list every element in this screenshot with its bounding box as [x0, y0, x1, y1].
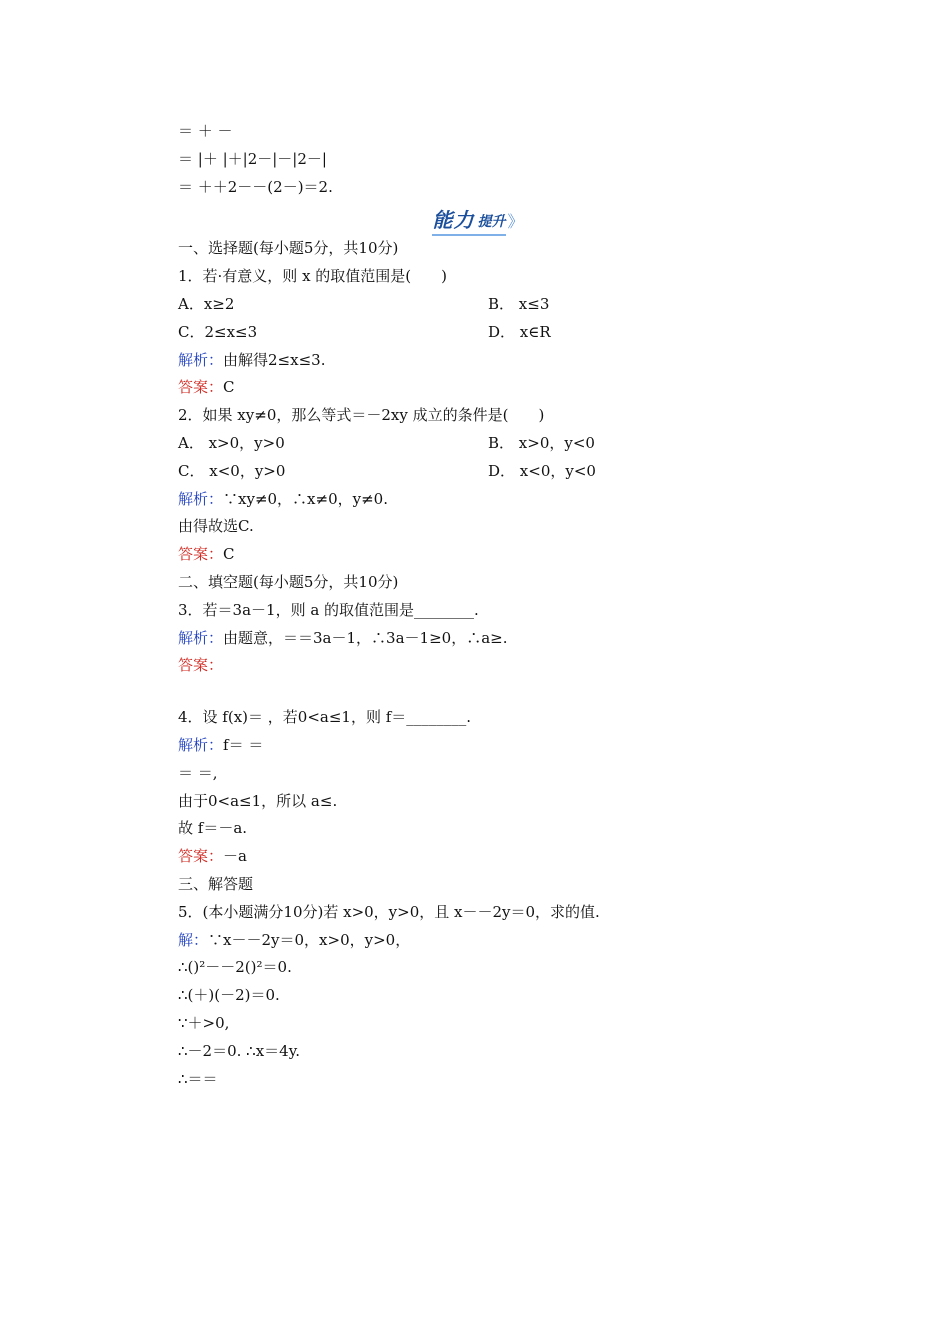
question-5-stem: 5．(本小题满分10分)若 x>0，y>0，且 x－－2y＝0，求的值. [178, 902, 600, 921]
answer-label: 答案： [178, 545, 224, 564]
question-1-options-row-2 [178, 319, 778, 347]
document-page [178, 118, 778, 1093]
question-2-stem: 2．如果 xy≠0，那么等式＝－2xy 成立的条件是( ) [178, 406, 545, 425]
question-2-options-row-1 [178, 430, 778, 458]
question-5-solution [178, 927, 778, 955]
analysis-label: 解析： [178, 735, 224, 754]
question-5-line-4: ∵＋>0, [178, 1013, 230, 1032]
banner-sub-text: 提升 [477, 213, 506, 230]
question-5-line-6: ∴＝＝ [178, 1069, 218, 1088]
answer-text: －a [223, 847, 247, 866]
question-2-analysis [178, 486, 778, 514]
option-a: A．x≥2 [178, 294, 235, 313]
question-1-analysis [178, 347, 778, 375]
question-1-options-row-1 [178, 291, 778, 319]
option-b: B． x>0，y<0 [488, 433, 595, 452]
banner-main-text: 能力 [432, 207, 475, 232]
question-1-answer [178, 374, 778, 402]
option-c: C．2≤x≤3 [178, 322, 258, 341]
section-heading-choice: 一、选择题(每小题5分，共10分) [178, 239, 399, 258]
question-4-analysis [178, 732, 778, 760]
analysis-text: ∵xy≠0，∴x≠0，y≠0. [223, 489, 388, 508]
answer-label: 答案： [178, 378, 224, 397]
question-5-line-5: ∴－2＝0. ∴x＝4y. [178, 1041, 300, 1060]
analysis-text: f＝ ＝ [223, 735, 264, 754]
question-2-answer [178, 541, 778, 569]
question-3-stem: 3．若＝3a－1，则 a 的取值范围是________. [178, 600, 479, 619]
question-5-line-3: ∴(＋)(－2)＝0. [178, 986, 280, 1005]
analysis-text: 由题意，＝＝3a－1，∴3a－1≥0，∴a≥. [223, 628, 508, 647]
option-d: D． x<0，y<0 [488, 461, 596, 480]
section-heading-solve: 三、解答题 [178, 874, 254, 893]
analysis-label: 解析： [178, 350, 224, 369]
answer-label: 答案： [178, 847, 224, 866]
equation-line-3: ＝ ＋＋2－－(2－)＝2. [178, 177, 333, 196]
analysis-label: 解析： [178, 489, 224, 508]
double-chevron-icon: 》 [507, 211, 524, 231]
equation-line-1: ＝ ＋ － [178, 122, 233, 140]
question-5-line-2: ∴()²－－2()²＝0. [178, 958, 292, 977]
spacer [178, 680, 778, 704]
question-4-stem: 4．设 f(x)＝ ，若0<a≤1，则 f＝________. [178, 708, 472, 727]
question-4-line-2: ＝ ＝, [178, 763, 218, 782]
answer-text: C [223, 545, 235, 564]
answer-label: 答案： [178, 656, 224, 675]
option-b: B． x≤3 [488, 294, 550, 313]
analysis-text: 由解得2≤x≤3. [223, 350, 326, 369]
option-c: C． x<0，y>0 [178, 461, 286, 480]
question-4-line-4: 故 f＝－a. [178, 819, 248, 838]
banner-underline [432, 234, 505, 236]
answer-text: C [223, 378, 235, 397]
question-3-answer [178, 652, 778, 680]
solution-label: 解： [178, 930, 209, 949]
question-1-stem: 1．若·有意义，则 x 的取值范围是( ) [178, 267, 448, 286]
ability-banner [178, 201, 778, 235]
question-4-line-3: 由于0<a≤1，所以 a≤. [178, 791, 338, 810]
section-heading-fill: 二、填空题(每小题5分，共10分) [178, 572, 399, 591]
question-2-options-row-2 [178, 458, 778, 486]
option-d: D． x∈R [488, 322, 551, 341]
option-a: A． x>0，y>0 [178, 433, 285, 452]
question-2-analysis-extra: 由得故选C. [178, 517, 254, 536]
analysis-label: 解析： [178, 628, 224, 647]
solution-text: ∵x－－2y＝0，x>0，y>0， [208, 930, 411, 949]
question-3-analysis [178, 625, 778, 653]
equation-line-2: ＝ |＋ |＋|2－|－|2－| [178, 149, 327, 168]
question-4-answer [178, 843, 778, 871]
